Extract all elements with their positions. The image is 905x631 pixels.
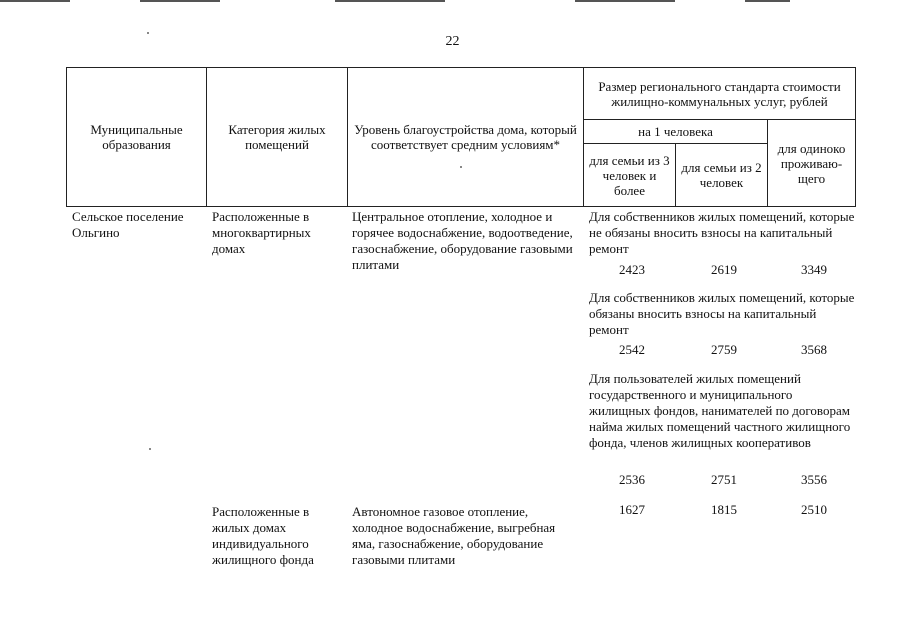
- value-family-3: 2536: [619, 472, 645, 487]
- header-standard-size: Размер регионального стандарта стоимости жилищно-коммунальных услуг, рублей: [584, 68, 856, 120]
- municipality-name: Сельское поселение Ольгино: [72, 209, 184, 240]
- header-category: Категория жилых помещений: [207, 68, 348, 207]
- value-single: 3568: [801, 342, 827, 357]
- header-improvement-level: Уровень благоустройства дома, который соответствует средним условиям*: [348, 68, 584, 207]
- value-family-2: 1815: [711, 502, 737, 517]
- scan-edge: [745, 0, 790, 2]
- improvement-level-1: Центральное отопление, холодное и горячее водоснабжение, водоотведение, газоснабжение, оборудование газовыми плитами: [352, 209, 573, 272]
- standards-table-header: [66, 67, 856, 207]
- value-family-2: 2751: [711, 472, 737, 487]
- improvement-level-2: Автономное газовое отопление, холодное водоснабжение, выгребная яма, газоснабжение, оборудование газовыми плитами: [352, 504, 556, 567]
- category-apartment-buildings: Расположенные в многоквартирных домах: [212, 209, 311, 256]
- header-per-person: на 1 человека: [584, 120, 768, 144]
- category-individual-houses: Расположенные в жилых домах индивидуального жилищного фонда: [212, 504, 314, 567]
- value-single: 3556: [801, 472, 827, 487]
- value-family-2: 2759: [711, 342, 737, 357]
- header-single: для одиноко проживаю-щего: [768, 120, 856, 207]
- value-family-2: 2619: [711, 262, 737, 277]
- scan-speck: [149, 448, 151, 450]
- group-label-3: Для пользователей жилых помещений государственного и муниципального жилищных фондов, нанимателей по договорам найма жилых помещений частного жилищного фонда, членов жилищных кооперативов: [589, 371, 851, 450]
- scan-edge: [575, 0, 675, 2]
- scan-edge: [335, 0, 445, 2]
- value-single: 2510: [801, 502, 827, 517]
- header-family-3: для семьи из 3 человек и более: [584, 144, 676, 207]
- value-family-3: 1627: [619, 502, 645, 517]
- value-family-3: 2542: [619, 342, 645, 357]
- group-label-1: Для собственников жилых помещений, которые не обязаны вносить взносы на капитальный ремонт: [589, 209, 855, 256]
- scan-edge: [140, 0, 220, 2]
- scan-edge: [0, 0, 70, 2]
- value-family-3: 2423: [619, 262, 645, 277]
- header-family-2: для семьи из 2 человек: [676, 144, 768, 207]
- page-number: 22: [445, 34, 460, 49]
- value-single: 3349: [801, 262, 827, 277]
- group-label-2: Для собственников жилых помещений, которые обязаны вносить взносы на капитальный ремонт: [589, 290, 855, 337]
- header-municipality: Муниципальные образования: [67, 68, 207, 207]
